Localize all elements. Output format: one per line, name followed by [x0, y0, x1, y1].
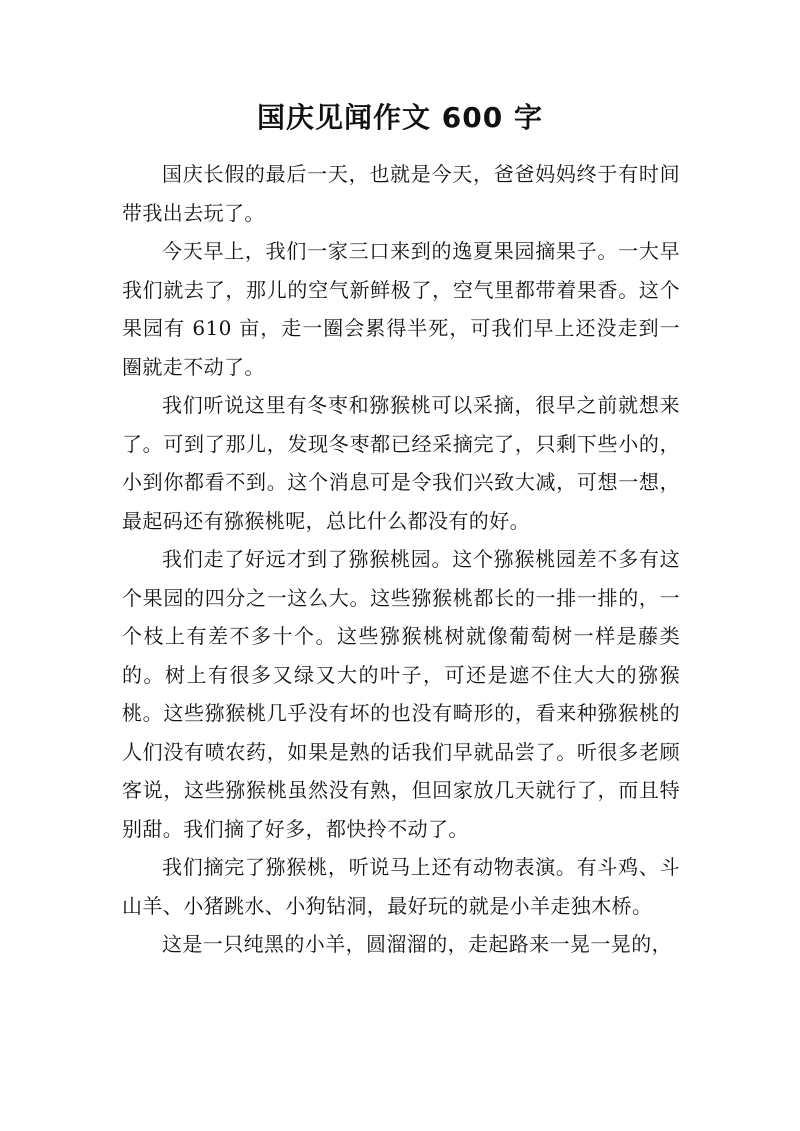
document-title: 国庆见闻作文 600 字 [257, 101, 543, 134]
paragraph-1: 国庆长假的最后一天，也就是今天，爸爸妈妈终于有时间带我出去玩了。 [122, 162, 680, 225]
paragraph-6: 这是一只纯黑的小羊，圆溜溜的，走起路来一晃一晃的， [162, 932, 672, 956]
paragraph-3: 我们听说这里有冬枣和猕猴桃可以采摘，很早之前就想来了。可到了那儿，发现冬枣都已经采摘完了，只剩下些小的，小到你都看不到。这个消息可是令我们兴致大减，可想一想，最起码还有猕猴桃呢，总比什么都没有的好。 [122, 393, 680, 533]
paragraph-4: 我们走了好远才到了猕猴桃园。这个猕猴桃园差不多有这个果园的四分之一这么大。这些猕猴桃都长的一排一排的，一个枝上有差不多十个。这些猕猴桃树就像葡萄树一样是藤类的。树上有很多又绿又大的叶子，可还是遮不住大大的猕猴桃。这些猕猴桃几乎没有坏的也没有畸形的，看来种猕猴桃的人们没有喷农药，如果是熟的话我们早就品尝了。听很多老顾客说，这些猕猴桃虽然没有熟，但回家放几天就行了，而且特别甜。我们摘了好多，都快拎不动了。 [122, 547, 680, 841]
paragraph-2: 今天早上，我们一家三口来到的逸夏果园摘果子。一大早我们就去了，那儿的空气新鲜极了，空气里都带着果香。这个果园有 610 亩，走一圈会累得半死，可我们早上还没走到一圈就走不动了。 [122, 239, 680, 379]
document-body [122, 155, 680, 964]
paragraph-5: 我们摘完了猕猴桃，听说马上还有动物表演。有斗鸡、斗山羊、小猪跳水、小狗钻洞，最好玩的就是小羊走独木桥。 [122, 855, 680, 918]
